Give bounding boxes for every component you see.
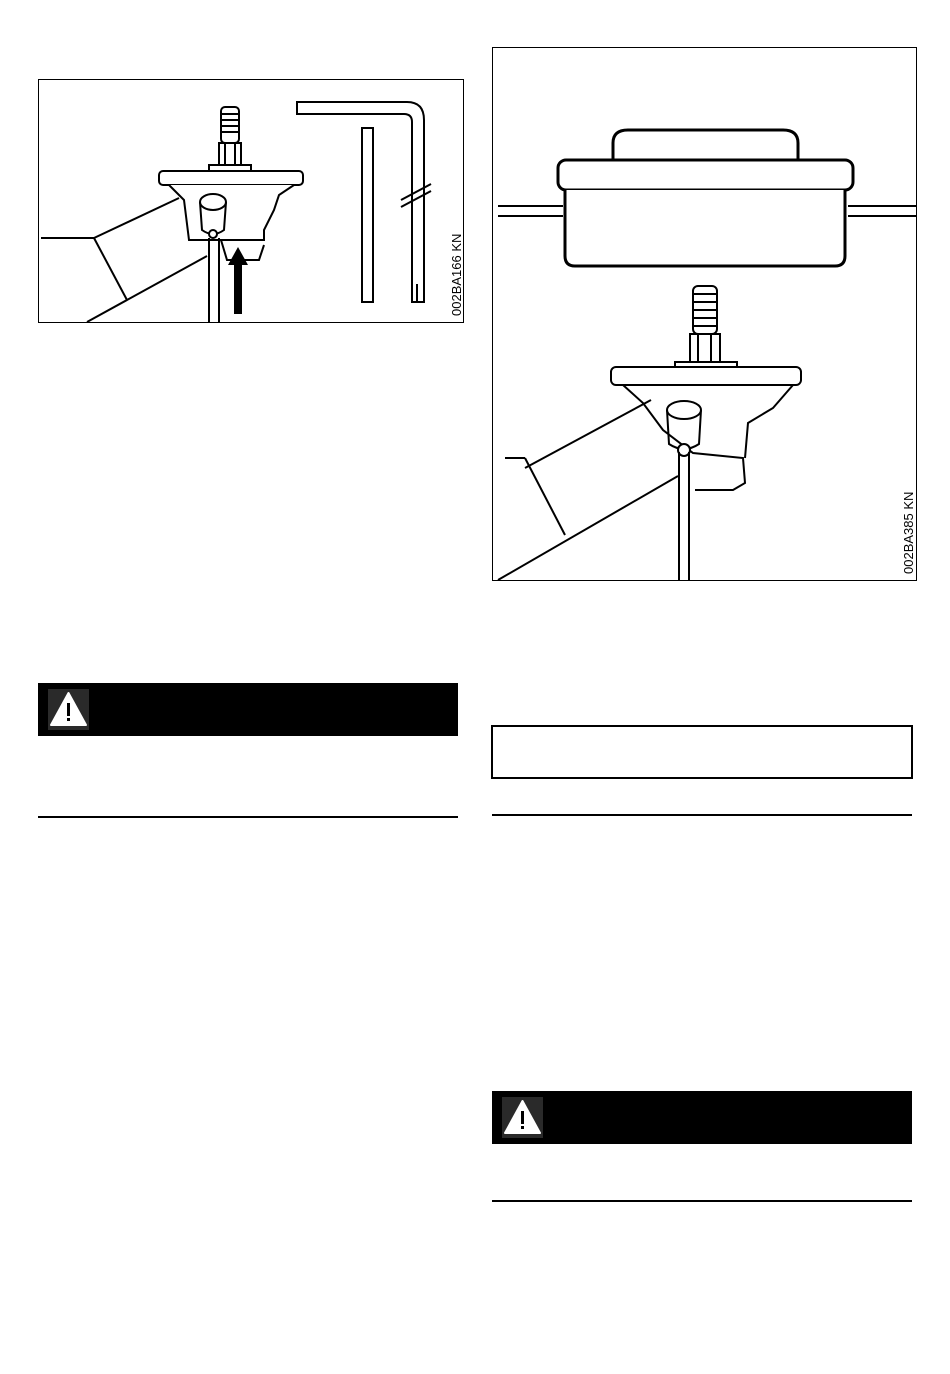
warning-bar-left bbox=[38, 683, 458, 736]
section-rule-right-2 bbox=[492, 1200, 912, 1202]
warning-bar-right bbox=[492, 1091, 912, 1144]
note-box bbox=[491, 725, 913, 779]
section-rule-left bbox=[38, 816, 458, 818]
figure-code-left: 002BA166 KN bbox=[449, 233, 464, 316]
allen-key-insertion-illustration bbox=[39, 80, 465, 324]
figure-code-right: 002BA385 KN bbox=[901, 491, 916, 574]
warning-triangle-icon bbox=[502, 1097, 543, 1138]
figure-left bbox=[38, 79, 464, 323]
section-rule-right-1 bbox=[492, 814, 912, 816]
mowing-head-mounting-illustration bbox=[493, 48, 918, 582]
figure-right bbox=[492, 47, 917, 581]
warning-triangle-icon bbox=[48, 689, 89, 730]
